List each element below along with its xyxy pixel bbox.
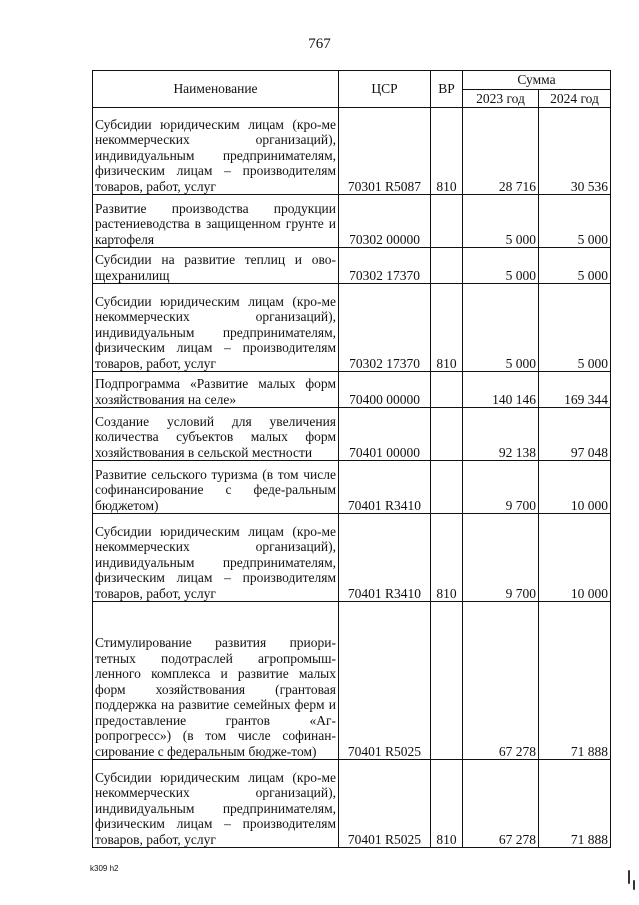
row-vr <box>431 372 463 408</box>
header-vr: ВР <box>431 71 463 108</box>
row-vr: 810 <box>431 760 463 848</box>
header-year-2024: 2024 год <box>539 89 611 108</box>
budget-table <box>92 70 611 848</box>
row-csr: 70401 R3410 <box>339 461 431 514</box>
table-row <box>93 461 611 514</box>
row-csr: 70401 00000 <box>339 408 431 461</box>
row-csr: 70401 R5025 <box>339 760 431 848</box>
row-vr <box>431 408 463 461</box>
row-amount-2024: 10 000 <box>539 461 611 514</box>
row-amount-2024: 5 000 <box>539 195 611 248</box>
row-amount-2024: 5 000 <box>539 248 611 284</box>
header-year-2023: 2023 год <box>463 89 539 108</box>
row-name: Подпрограмма «Развитие малых форм хозяйствования на селе» <box>93 372 339 408</box>
scan-artifact <box>628 870 630 884</box>
table-row <box>93 248 611 284</box>
row-name: Субсидии юридическим лицам (кро-ме некоммерческих организаций), индивидуальным предпринимателям, физическим лицам – производителям товаров, работ, услуг <box>93 760 339 848</box>
row-amount-2024: 30 536 <box>539 108 611 195</box>
row-vr: 810 <box>431 284 463 372</box>
table-row <box>93 760 611 848</box>
document-code: k309 h2 <box>90 864 119 873</box>
row-amount-2023: 28 716 <box>463 108 539 195</box>
row-amount-2023: 67 278 <box>463 602 539 760</box>
row-vr <box>431 248 463 284</box>
row-csr: 70301 R5087 <box>339 108 431 195</box>
row-vr: 810 <box>431 514 463 602</box>
row-csr: 70302 17370 <box>339 248 431 284</box>
row-amount-2023: 5 000 <box>463 284 539 372</box>
table-row <box>93 195 611 248</box>
row-amount-2023: 67 278 <box>463 760 539 848</box>
row-vr <box>431 195 463 248</box>
table-row <box>93 602 611 760</box>
row-amount-2024: 71 888 <box>539 760 611 848</box>
header-csr: ЦСР <box>339 71 431 108</box>
row-amount-2023: 9 700 <box>463 461 539 514</box>
row-amount-2023: 9 700 <box>463 514 539 602</box>
row-amount-2023: 140 146 <box>463 372 539 408</box>
table-row <box>93 372 611 408</box>
row-amount-2024: 169 344 <box>539 372 611 408</box>
row-vr <box>431 461 463 514</box>
row-name: Развитие сельского туризма (в том числе софинансирование с феде-ральным бюджетом) <box>93 461 339 514</box>
row-name: Создание условий для увеличения количества субъектов малых форм хозяйствования в сельской местности <box>93 408 339 461</box>
row-csr: 70302 00000 <box>339 195 431 248</box>
table-row <box>93 408 611 461</box>
row-name: Субсидии юридическим лицам (кро-ме некоммерческих организаций), индивидуальным предпринимателям, физическим лицам – производителям товаров, работ, услуг <box>93 514 339 602</box>
row-name: Стимулирование развития приори-тетных подотраслей агропромыш-ленного комплекса и развитие малых форм хозяйствования (грантовая поддержка на развитие семейных ферм и предоставление грантов «Аг-ропрогресс») (в том числе софинан-сирование с федеральным бюдже-том) <box>93 602 339 760</box>
row-csr: 70400 00000 <box>339 372 431 408</box>
scan-artifact <box>633 880 635 890</box>
row-amount-2023: 5 000 <box>463 248 539 284</box>
header-sum: Сумма <box>463 71 611 90</box>
row-name: Субсидии юридическим лицам (кро-ме некоммерческих организаций), индивидуальным предпринимателям, физическим лицам – производителям товаров, работ, услуг <box>93 284 339 372</box>
row-vr: 810 <box>431 108 463 195</box>
row-name: Субсидии юридическим лицам (кро-ме некоммерческих организаций), индивидуальным предпринимателям, физическим лицам – производителям товаров, работ, услуг <box>93 108 339 195</box>
row-vr <box>431 602 463 760</box>
row-amount-2023: 5 000 <box>463 195 539 248</box>
row-amount-2024: 97 048 <box>539 408 611 461</box>
row-amount-2024: 5 000 <box>539 284 611 372</box>
row-csr: 70401 R3410 <box>339 514 431 602</box>
row-csr: 70302 17370 <box>339 284 431 372</box>
row-amount-2024: 71 888 <box>539 602 611 760</box>
table-row <box>93 108 611 195</box>
table-row <box>93 284 611 372</box>
row-name: Развитие производства продукции растениеводства в защищенном грунте и картофеля <box>93 195 339 248</box>
header-name: Наименование <box>93 71 339 108</box>
page-number: 767 <box>308 36 331 52</box>
row-csr: 70401 R5025 <box>339 602 431 760</box>
row-name: Субсидии на развитие теплиц и ово-щехранилищ <box>93 248 339 284</box>
table-row <box>93 514 611 602</box>
row-amount-2023: 92 138 <box>463 408 539 461</box>
row-amount-2024: 10 000 <box>539 514 611 602</box>
